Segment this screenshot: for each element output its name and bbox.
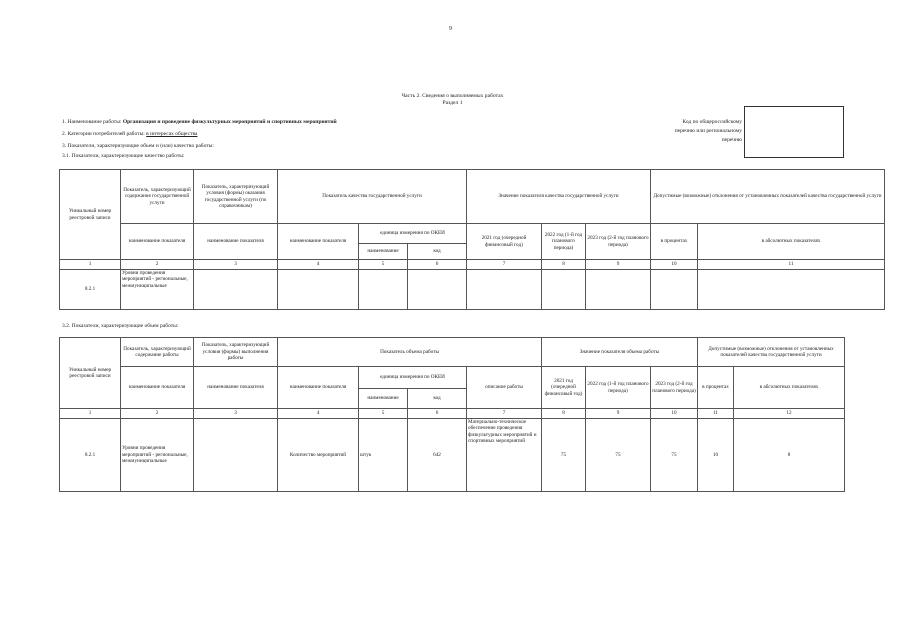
code-box — [744, 106, 844, 158]
t2-row-2023: 75 — [651, 419, 698, 492]
t2-header-2022: 2022 год (1-й год планового периода) — [586, 367, 651, 409]
part-title: Часть 2. Сведения о выполняемых работах — [401, 93, 504, 99]
t1-num: 10 — [651, 260, 698, 270]
t2-row-percent: 10 — [698, 419, 734, 492]
t2-number-row — [60, 409, 845, 419]
t2-header-absolute: в абсолютных показателях — [734, 367, 845, 409]
work-name-line — [62, 119, 337, 125]
code-label-line-2: перечню или региональному — [674, 128, 742, 134]
category-value: в интересах общества — [146, 131, 198, 137]
quality-subheading: 3.1. Показатели, характеризующие качество работы: — [62, 153, 185, 159]
t1-header-2021: 2021 год (очередной финансовый год) — [467, 224, 542, 260]
t1-header-conditions: Показатель, характеризующий условия (формы) оказания государственной услуги (по справочникам) — [194, 170, 278, 224]
t1-num: 6 — [408, 260, 467, 270]
quality-table — [59, 169, 885, 310]
t2-row-description: Материально-техническое обеспечение проведения физкультурных мероприятий и спортивных мероприятий — [467, 419, 542, 492]
t1-num: 9 — [586, 260, 651, 270]
t2-header-unit-name: наименование — [359, 389, 408, 409]
t2-row-unit-code: 642 — [408, 419, 467, 492]
work-name-value: Организация и проведение физкультурных мероприятий и спортивных мероприятий — [122, 119, 337, 125]
t2-header-name-3: наименование показателя — [278, 367, 359, 409]
t2-row-indicator: Количество мероприятий — [278, 419, 359, 492]
t1-data-row — [60, 270, 885, 310]
volume-subheading: 3.2. Показатели, характеризующие объем работы: — [62, 323, 179, 329]
t2-num: 5 — [359, 409, 408, 419]
t1-header-values: Значение показателя качества государственной услуги — [467, 170, 651, 224]
t2-header-volume: Показатель объема работы — [278, 338, 542, 367]
t1-num: 11 — [698, 260, 885, 270]
t1-num: 3 — [194, 260, 278, 270]
t2-num: 9 — [586, 409, 651, 419]
t1-header-name-2: наименование показателя — [194, 224, 278, 260]
t1-header-name-3: наименование показателя — [278, 224, 359, 260]
t1-header-quality: Показатель качества государственной услуги — [278, 170, 467, 224]
t1-num: 2 — [121, 260, 194, 270]
category-line — [62, 131, 197, 137]
t2-header-values: Значение показателя объема работы — [542, 338, 698, 367]
t1-number-row — [60, 260, 885, 270]
t2-header-name-2: наименование показателя — [194, 367, 278, 409]
t1-header-unit-name: наименование — [359, 244, 408, 260]
t2-header-2021: 2021 год (очередной финансовый год) — [542, 367, 586, 409]
t1-header-name-1: наименование показателя — [121, 224, 194, 260]
t2-header-conditions: Показатель, характеризующий условия (формы) выполнения работы — [194, 338, 278, 367]
t2-row-unit-name: штук — [359, 419, 408, 492]
volume-table — [59, 337, 845, 492]
t2-row-2022: 75 — [586, 419, 651, 492]
t2-header-unit: единица измерения по ОКЕИ — [359, 367, 467, 389]
t1-num: 4 — [278, 260, 359, 270]
t2-num: 2 — [121, 409, 194, 419]
t1-num: 8 — [542, 260, 586, 270]
t2-data-row — [60, 419, 845, 492]
t1-header-unique: Уникальный номер реестровой записи — [60, 170, 121, 260]
t2-header-2023: 2023 год (2-й год планового периода) — [651, 367, 698, 409]
code-label — [648, 118, 742, 145]
indicators-line: 3. Показатели, характеризующие объем и (или) качество работы: — [62, 143, 214, 149]
code-label-line-1: Код по общероссийскому — [682, 119, 742, 125]
category-label: 2. Категории потребителей работы: — [62, 131, 145, 137]
t2-header-content: Показатель, характеризующий содержание работы — [121, 338, 194, 367]
t2-row-code: 8.2.1 — [60, 419, 121, 492]
t1-header-unit: единица измерения по ОКЕИ — [359, 224, 467, 244]
t1-num: 5 — [359, 260, 408, 270]
t1-num: 7 — [467, 260, 542, 270]
t1-header-2022: 2022 год (1-й год планового периода) — [542, 224, 586, 260]
t2-num: 7 — [467, 409, 542, 419]
t1-header-unit-code: код — [408, 244, 467, 260]
t2-row-absolute: 8 — [734, 419, 845, 492]
t2-header-unit-code: код — [408, 389, 467, 409]
t2-row-content: Уровни проведения мероприятий - региональные, межмуниципальные — [121, 419, 194, 492]
part-heading — [0, 93, 905, 107]
t1-header-percent: в процентах — [651, 224, 698, 260]
code-label-line-3: перечню — [721, 137, 742, 143]
t2-num: 8 — [542, 409, 586, 419]
page-number: 9 — [449, 26, 452, 32]
work-name-label: 1. Наименование работы: — [62, 119, 122, 125]
t2-num: 11 — [698, 409, 734, 419]
t1-header-absolute: в абсолютных показателях — [698, 224, 885, 260]
t1-row-code: 8.2.1 — [60, 270, 121, 310]
t1-header-deviation: Допустимые (возможные) отклонения от установленных показателей качества государственной услуги — [651, 170, 885, 224]
t2-header-description: описание работы — [467, 367, 542, 409]
t2-header-deviation: Допустимые (возможные) отклонения от установленных показателей качества государственной услуги — [698, 338, 845, 367]
t1-header-2023: 2023 год (2-й год планового периода) — [586, 224, 651, 260]
t2-header-unique: Уникальный номер реестровой записи — [60, 338, 121, 409]
t2-header-name-1: наименование показателя — [121, 367, 194, 409]
t2-num: 4 — [278, 409, 359, 419]
t1-row-content: Уровни проведения мероприятий - региональные, межмуниципальные — [121, 270, 194, 310]
t1-header-content: Показатель, характеризующий содержание государственной услуги — [121, 170, 194, 224]
section-title: Раздел 1 — [442, 100, 463, 106]
t2-num: 1 — [60, 409, 121, 419]
t2-num: 12 — [734, 409, 845, 419]
t2-header-percent: в процентах — [698, 367, 734, 409]
t2-num: 10 — [651, 409, 698, 419]
t2-num: 3 — [194, 409, 278, 419]
t2-num: 6 — [408, 409, 467, 419]
t1-num: 1 — [60, 260, 121, 270]
t2-row-2021: 75 — [542, 419, 586, 492]
